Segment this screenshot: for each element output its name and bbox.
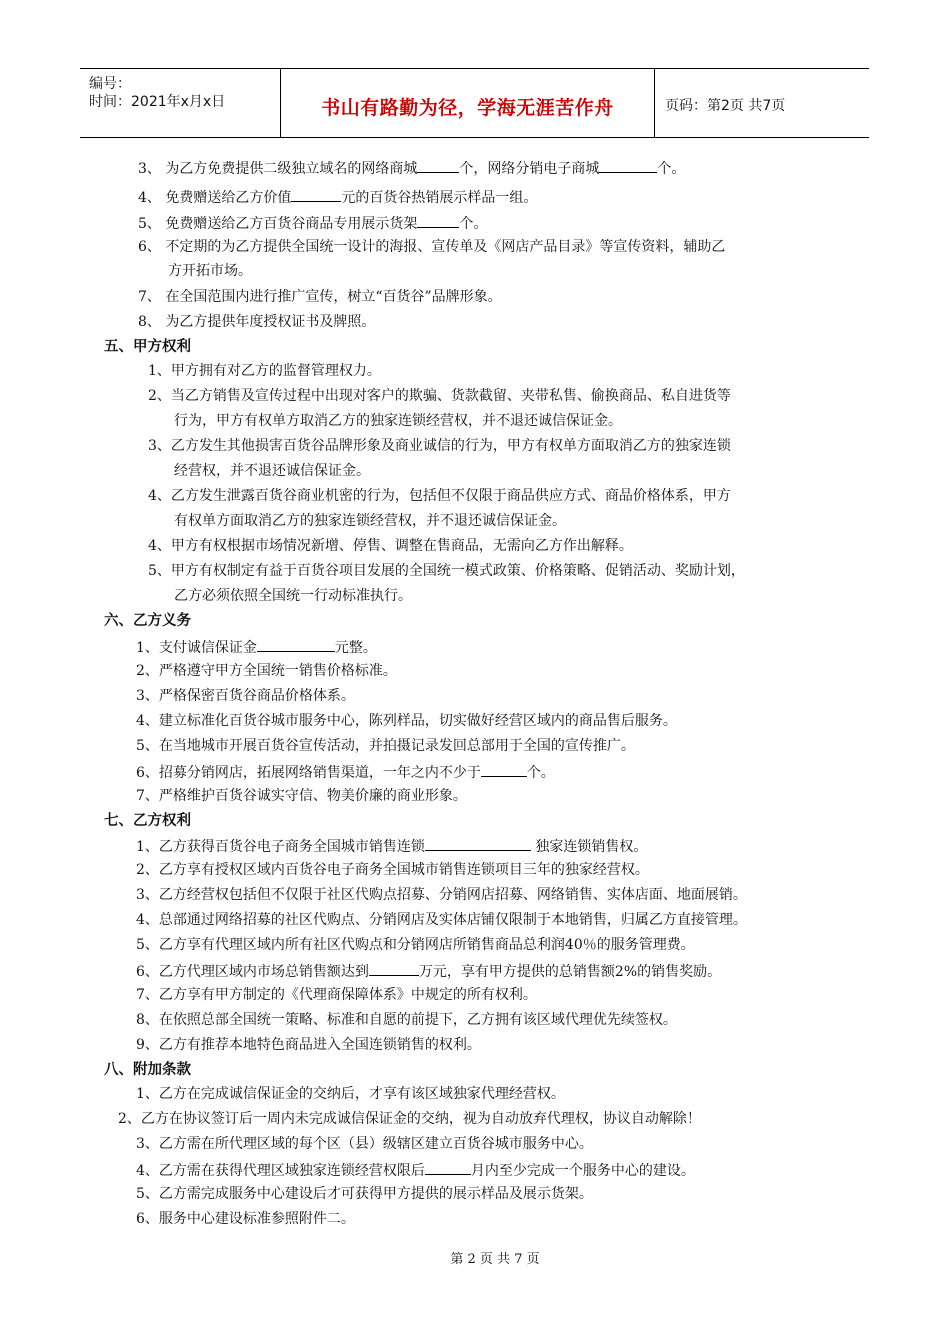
fill-in-blank	[257, 637, 335, 652]
fill-in-blank	[599, 158, 657, 173]
clause-line	[138, 158, 685, 178]
clause-line: 1、甲方拥有对乙方的监督管理权力。	[148, 363, 381, 379]
clause-line: 8、 为乙方提供年度授权证书及牌照。	[138, 314, 376, 330]
section-heading: 八、附加条款	[104, 1062, 191, 1078]
clause-line	[136, 762, 555, 782]
footer-page-number: 第 2 页 共 7 页	[450, 1252, 540, 1267]
text: 3、 为乙方免费提供二级独立域名的网络商城	[138, 161, 418, 177]
clause-line: 2、乙方享有授权区域内百货谷电子商务全国城市销售连锁项目三年的独家经营权。	[136, 862, 649, 878]
text: 个。	[526, 765, 555, 781]
document-code-label: 编号：	[89, 76, 131, 92]
text: 万元，享有甲方提供的总销售额2%的销售奖励。	[418, 964, 722, 980]
document-time-label: 时间：2021年x月x日	[89, 94, 226, 110]
text: 6、招募分销网店，拓展网络销售渠道，一年之内不少于	[136, 765, 481, 781]
fill-in-blank	[481, 762, 527, 777]
section-heading: 七、乙方权利	[104, 813, 191, 829]
clause-line: 行为，甲方有权单方取消乙方的独家连锁经营权，并不退还诚信保证金。	[174, 413, 622, 429]
section-heading: 五、甲方权利	[104, 339, 191, 355]
text: 元的百货谷热销展示样品一组。	[341, 190, 538, 206]
clause-line	[136, 961, 721, 981]
text: 个。	[459, 216, 488, 232]
fill-in-blank	[425, 1160, 471, 1175]
clause-line: 4、建立标准化百货谷城市服务中心，陈列样品，切实做好经营区域内的商品售后服务。	[136, 713, 677, 729]
text: 5、 免费赠送给乙方百货谷商品专用展示货架	[138, 216, 418, 232]
fill-in-blank	[417, 213, 459, 228]
clause-line: 有权单方面取消乙方的独家连锁经营权，并不退还诚信保证金。	[174, 513, 566, 529]
text: 4、乙方需在获得代理区域独家连锁经营权限后	[136, 1163, 425, 1179]
clause-line: 2、乙方在协议签订后一周内未完成诚信保证金的交纳，视为自动放弃代理权，协议自动解除！	[118, 1111, 701, 1127]
header-page-cell	[655, 69, 869, 137]
clause-line: 6、 不定期的为乙方提供全国统一设计的海报、宣传单及《网店产品目录》等宣传资料，辅助乙	[138, 239, 726, 255]
clause-line	[138, 213, 487, 233]
clause-line	[136, 637, 377, 657]
page-header	[80, 68, 869, 138]
header-motto-cell	[281, 69, 655, 137]
clause-line: 7、 在全国范围内进行推广宣传，树立“百货谷”品牌形象。	[138, 289, 502, 305]
clause-line: 5、乙方享有代理区域内所有社区代购点和分销网店所销售商品总利润40％的服务管理费。	[136, 937, 695, 953]
clause-line: 9、乙方有推荐本地特色商品进入全国连锁销售的权利。	[136, 1037, 481, 1053]
section-heading: 六、乙方义务	[104, 613, 191, 629]
text: 月内至少完成一个服务中心的建设。	[470, 1163, 695, 1179]
header-page-number: 页码：第2页 共7页	[665, 98, 786, 114]
clause-line: 5、在当地城市开展百货谷宣传活动，并拍摄记录发回总部用于全国的宣传推广。	[136, 738, 635, 754]
fill-in-blank	[425, 836, 531, 851]
clause-line: 乙方必须依照全国统一行动标准执行。	[174, 588, 412, 604]
clause-line: 4、甲方有权根据市场情况新增、停售、调整在售商品，无需向乙方作出解释。	[148, 538, 633, 554]
page-footer	[0, 1248, 950, 1267]
clause-line: 方开拓市场。	[168, 263, 252, 279]
clause-line: 经营权，并不退还诚信保证金。	[174, 463, 370, 479]
clause-line: 6、服务中心建设标准参照附件二。	[136, 1211, 355, 1227]
fill-in-blank	[417, 158, 459, 173]
clause-line	[136, 1160, 695, 1180]
text: 4、 免费赠送给乙方价值	[138, 190, 292, 206]
clause-line: 4、乙方发生泄露百货谷商业机密的行为，包括但不仅限于商品供应方式、商品价格体系，甲方	[148, 488, 731, 504]
clause-line: 1、乙方在完成诚信保证金的交纳后，才享有该区域独家代理经营权。	[136, 1086, 565, 1102]
clause-line: 3、乙方发生其他损害百货谷品牌形象及商业诚信的行为，甲方有权单方面取消乙方的独家连锁	[148, 438, 731, 454]
clause-line: 3、严格保密百货谷商品价格体系。	[136, 688, 355, 704]
text: 个，网络分销电子商城	[459, 161, 600, 177]
fill-in-blank	[369, 961, 419, 976]
clause-line: 4、总部通过网络招募的社区代购点、分销网店及实体店铺仅限制于本地销售，归属乙方直接管理。	[136, 912, 747, 928]
clause-line: 2、当乙方销售及宣传过程中出现对客户的欺骗、货款截留、夹带私售、偷换商品、私自进货等	[148, 388, 731, 404]
clause-line: 7、严格维护百货谷诚实守信、物美价廉的商业形象。	[136, 788, 467, 804]
fill-in-blank	[291, 187, 341, 202]
text: 6、乙方代理区域内市场总销售额达到	[136, 964, 369, 980]
clause-line	[138, 187, 537, 207]
header-motto: 书山有路勤为径，学海无涯苦作舟	[321, 97, 614, 119]
header-meta-cell	[80, 69, 281, 137]
clause-line: 3、乙方需在所代理区域的每个区（县）级辖区建立百货谷城市服务中心。	[136, 1136, 593, 1152]
clause-line: 3、乙方经营权包括但不仅限于社区代购点招募、分销网店招募、网络销售、实体店面、地面展销。	[136, 887, 747, 903]
text: 个。	[657, 161, 686, 177]
clause-line: 5、甲方有权制定有益于百货谷项目发展的全国统一模式政策、价格策略、促销活动、奖励计划，	[148, 563, 745, 579]
clause-line: 2、严格遵守甲方全国统一销售价格标准。	[136, 663, 397, 679]
text: 元整。	[334, 640, 377, 656]
clause-line: 5、乙方需完成服务中心建设后才可获得甲方提供的展示样品及展示货架。	[136, 1186, 593, 1202]
text: 独家连锁销售权。	[530, 839, 648, 855]
clause-line: 8、在依照总部全国统一策略、标准和自愿的前提下，乙方拥有该区域代理优先续签权。	[136, 1012, 677, 1028]
text: 1、支付诚信保证金	[136, 640, 257, 656]
text: 1、乙方获得百货谷电子商务全国城市销售连锁	[136, 839, 425, 855]
clause-line	[136, 836, 647, 856]
clause-line: 7、乙方享有甲方制定的《代理商保障体系》中规定的所有权利。	[136, 987, 537, 1003]
